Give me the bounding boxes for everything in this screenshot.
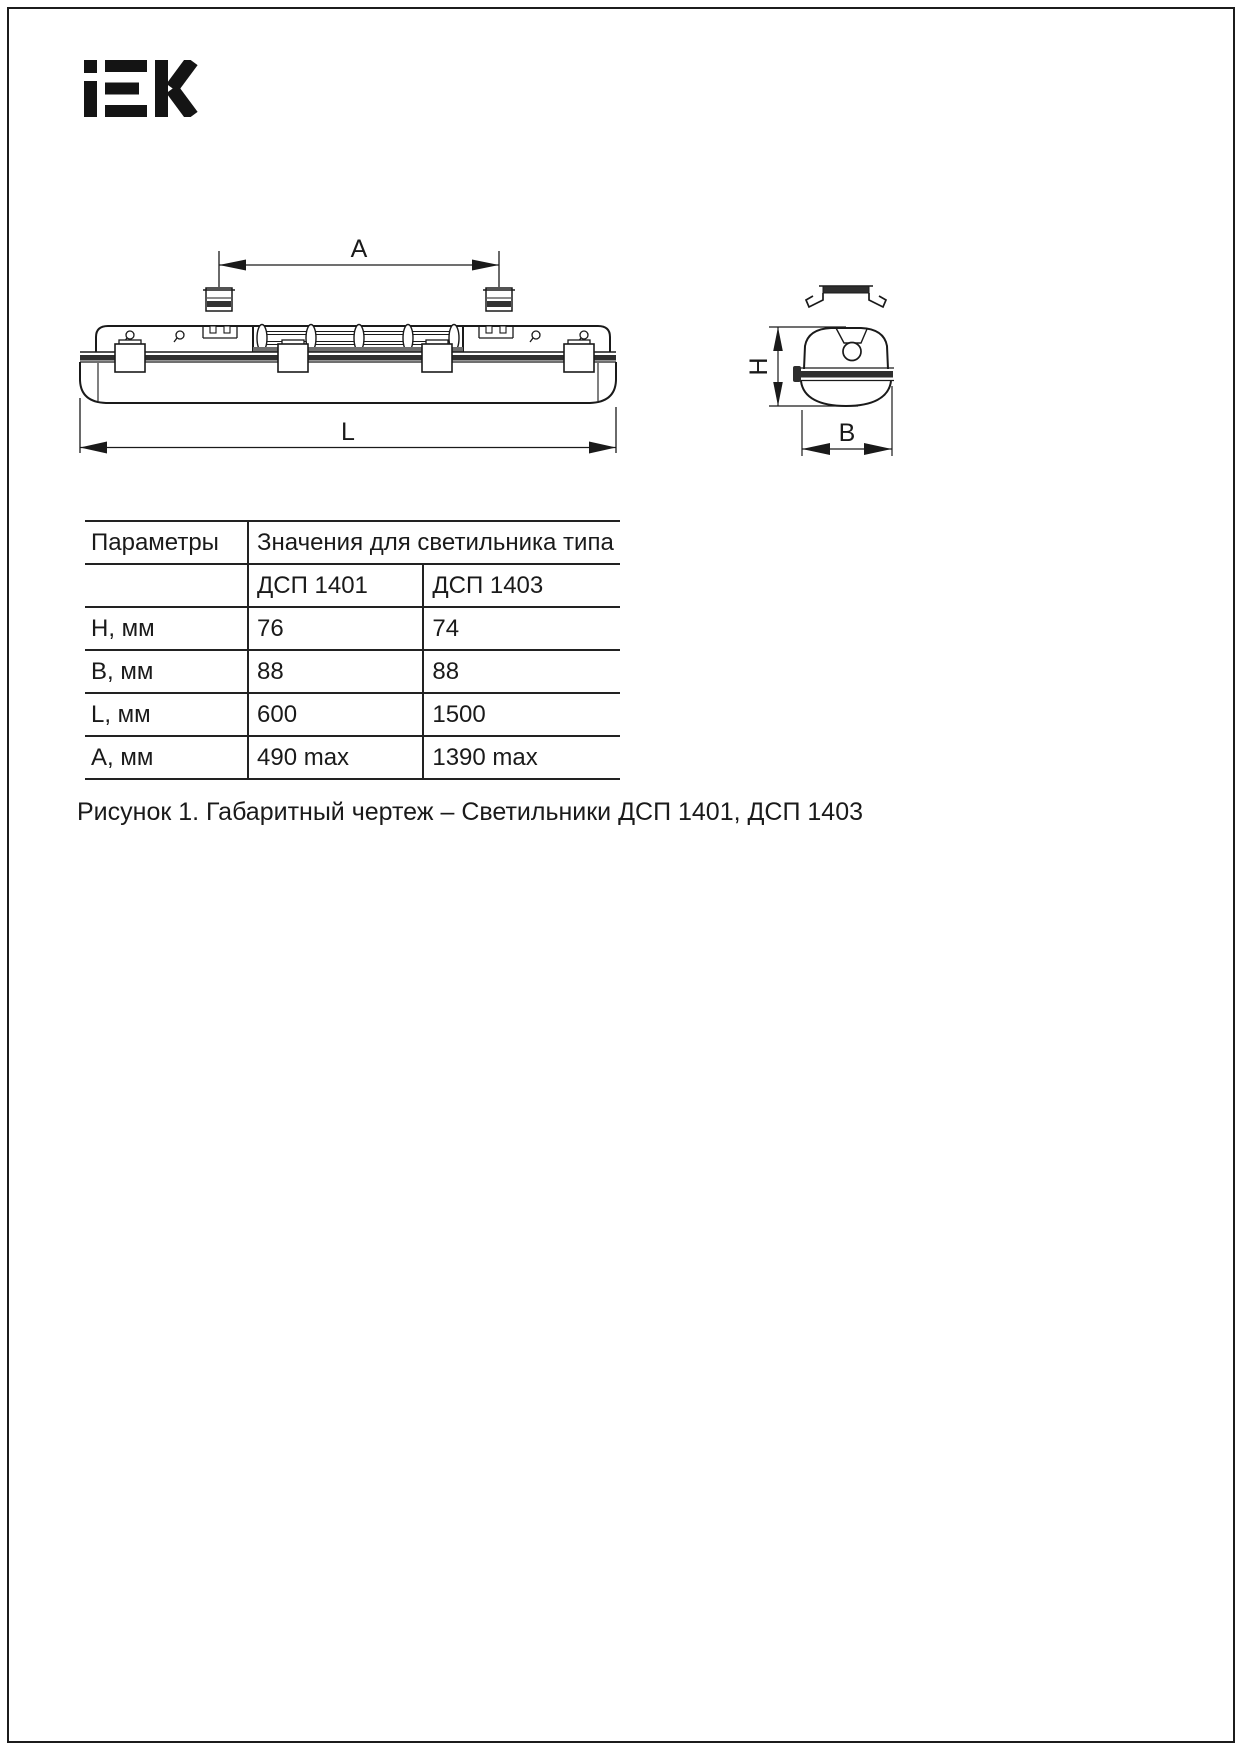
param-cell: A, мм	[85, 736, 248, 779]
value-cell: 74	[423, 607, 619, 650]
empty-cell	[85, 564, 248, 607]
value-cell: 1500	[423, 693, 619, 736]
table-row	[85, 607, 620, 650]
value-cell: 88	[423, 650, 619, 693]
dimensional-drawing	[55, 225, 915, 460]
table-subheader-row	[85, 564, 620, 607]
values-header-cell: Значения для светильника типа	[248, 521, 620, 564]
suspension-clip-left	[203, 288, 235, 311]
table-header-row	[85, 521, 620, 564]
figure-caption: Рисунок 1. Габаритный чертеж – Светильники ДСП 1401, ДСП 1403	[77, 798, 864, 826]
dim-label-a: A	[350, 235, 368, 263]
mounting-bracket	[806, 286, 886, 307]
value-cell: 76	[248, 607, 423, 650]
iek-logo	[84, 60, 198, 117]
side-profile	[793, 328, 894, 406]
value-cell: 600	[248, 693, 423, 736]
iek-logo-mark	[84, 60, 198, 117]
luminaire-housing	[80, 325, 616, 404]
type-header-dsp1401: ДСП 1401	[248, 564, 423, 607]
table-row	[85, 736, 620, 779]
dim-label-b: B	[838, 419, 856, 447]
type-header-dsp1403: ДСП 1403	[423, 564, 619, 607]
param-header-cell: Параметры	[85, 521, 248, 564]
value-cell: 88	[248, 650, 423, 693]
param-cell: L, мм	[85, 693, 248, 736]
dim-label-h: H	[745, 357, 773, 376]
iek-logo-letters	[84, 60, 192, 117]
table-row	[85, 693, 620, 736]
side-view	[769, 286, 894, 456]
value-cell: 490 max	[248, 736, 423, 779]
parameters-table	[85, 520, 620, 780]
value-cell: 1390 max	[423, 736, 619, 779]
param-cell: H, мм	[85, 607, 248, 650]
cable-gland	[843, 343, 861, 361]
dim-label-l: L	[341, 418, 355, 446]
suspension-clip-right	[483, 288, 515, 311]
param-cell: B, мм	[85, 650, 248, 693]
table-row	[85, 650, 620, 693]
